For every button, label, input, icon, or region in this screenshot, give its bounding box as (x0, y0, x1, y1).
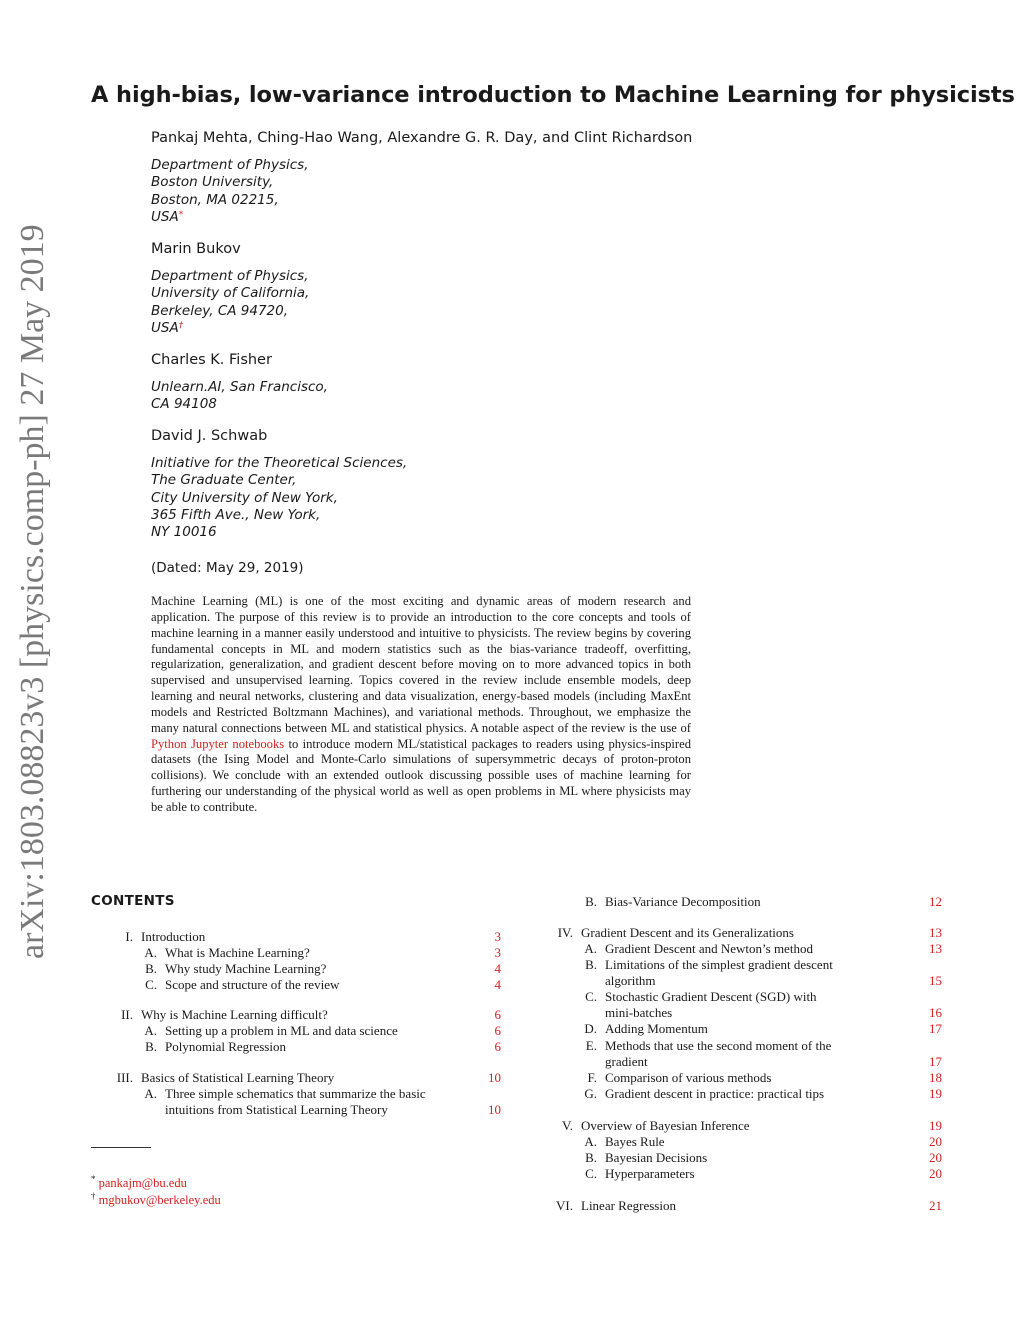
footnote-divider (91, 1147, 151, 1148)
author-names: David J. Schwab (151, 428, 268, 444)
footnote: † mgbukov@berkeley.edu (91, 1191, 221, 1207)
footnote-mark-link[interactable]: * (178, 209, 184, 220)
affiliation: Initiative for the Theoretical Sciences, The Graduate Center, City University of New York, 365 Fifth Ave., New York, NY 10016 (151, 455, 408, 541)
email-link[interactable]: mgbukov@berkeley.edu (98, 1193, 221, 1207)
author-names: Pankaj Mehta, Ching-Hao Wang, Alexandre G. R. Day, and Clint Richardson (151, 130, 693, 146)
affiliation: Department of Physics, Boston University, Boston, MA 02215, USA* (151, 157, 309, 225)
footnote: * pankajm@bu.edu (91, 1174, 187, 1190)
affiliation: Department of Physics, University of California, Berkeley, CA 94720, USA† (151, 268, 310, 336)
email-link[interactable]: pankajm@bu.edu (98, 1176, 187, 1190)
jupyter-notebooks-link[interactable]: Python Jupyter notebooks (151, 736, 285, 751)
paper-title: A high-bias, low-variance introduction to Machine Learning for physicists (91, 82, 1015, 108)
footnote-mark-link[interactable]: † (178, 320, 184, 331)
dated: (Dated: May 29, 2019) (151, 560, 304, 576)
arxiv-identifier-stamp: arXiv:1803.08823v3 [physics.comp-ph] 27 May 2019 (14, 224, 51, 959)
author-names: Marin Bukov (151, 241, 241, 257)
contents-heading: CONTENTS (91, 893, 175, 909)
abstract: Machine Learning (ML) is one of the most exciting and dynamic areas of modern research and application. The purpose of this review is to provide an introduction to the core concepts and tools of machine learning in a manner easily understood and intuitive to physicists. The review begins by covering fundamental concepts in ML and modern statistics such as the bias-variance tradeoff, overfitting, regularization, generalization, and gradient descent before moving on to more advanced topics in both supervised and unsupervised learning. Topics covered in the review include ensemble models, deep learning and neural networks, clustering and data visualization, energy-based models (including MaxEnt models and Restricted Boltzmann Machines), and variational methods. Throughout, we emphasize the many natural connections between ML and statistical physics. A notable aspect of the review is the use of Python Jupyter notebooks to introduce modern ML/statistical packages to readers using physics-inspired datasets (the Ising Model and Monte-Carlo simulations of supersymmetric decays of proton-proton collisions). We conclude with an extended outlook discussing possible uses of machine learning for furthering our understanding of the physical world as well as open problems in ML where physicists may be able to contribute. (151, 594, 691, 814)
affiliation: Unlearn.AI, San Francisco, CA 94108 (151, 379, 328, 413)
author-names: Charles K. Fisher (151, 352, 272, 368)
